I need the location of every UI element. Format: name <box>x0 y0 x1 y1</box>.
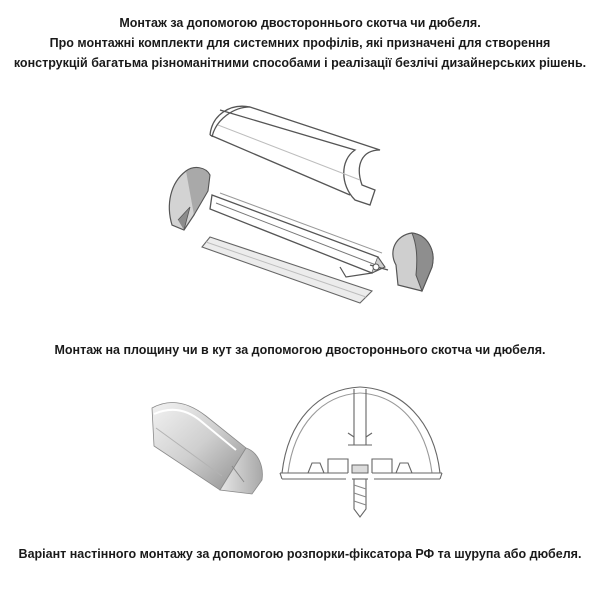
top-caption-line-1: Монтаж за допомогою двостороннього скотча чи дюбеля. <box>119 16 481 30</box>
profile-cross-section-drawing <box>268 385 453 535</box>
left-end-cap <box>169 168 210 230</box>
top-caption-line-3: конструкцій багатьма різноманітними способами і реалізації безлічі дизайнерських рішень. <box>13 56 587 70</box>
diffuser-cover <box>210 106 380 205</box>
aluminium-base-profile <box>210 193 385 277</box>
top-caption <box>0 13 600 73</box>
exploded-profile-diagram <box>150 95 450 315</box>
top-caption-line-2: Про монтажні комплекти для системних профілів, які призначені для створення <box>49 36 551 50</box>
right-end-cap <box>393 233 433 291</box>
bottom-caption: Варіант настінного монтажу за допомогою розпорки-фіксатора РФ та шурупа або дюбеля. <box>18 547 582 561</box>
corner-profile-3d-view <box>140 388 270 503</box>
middle-caption: Монтаж на площину чи в кут за допомогою двостороннього скотча чи дюбеля. <box>54 343 546 357</box>
